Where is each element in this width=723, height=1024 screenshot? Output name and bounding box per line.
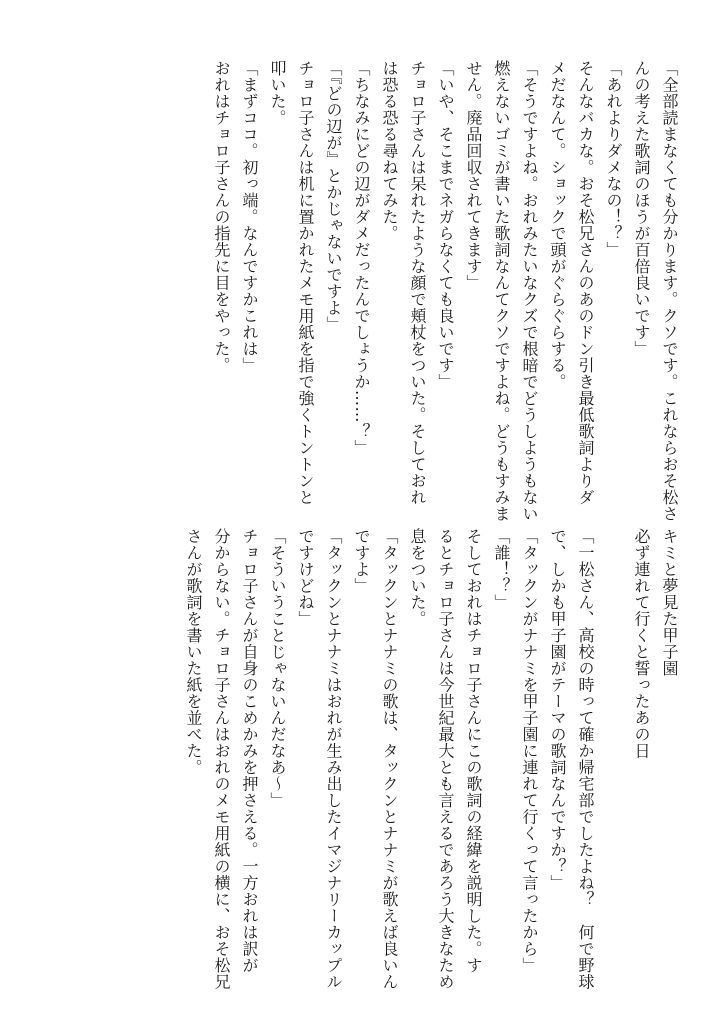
blank-line bbox=[599, 528, 627, 978]
text-line: 必ず連れて行くと誓ったあの日 bbox=[632, 528, 651, 759]
text-line: さんが歌詞を書いた紙を並べた。 bbox=[184, 528, 203, 776]
text-line: ですけどね」 bbox=[296, 528, 315, 627]
text-line: 「タックンがナナミを甲子園に連れて行くって言ったから」 bbox=[520, 528, 539, 974]
text-line: るとチョロ子さんは今世紀最大とも言えるであろう大きなため bbox=[436, 528, 455, 990]
text-line: 「一松さん、高校の時って確か帰宅部でしたよね？ 何で野球 bbox=[576, 528, 595, 990]
text-line: チョロ子さんが自身のこめかみを押さえる。一方おれは訳が bbox=[240, 528, 259, 974]
text-line: 「まずココ。初っ端。なんですかこれは」 bbox=[240, 60, 259, 374]
text-line: チョロ子さんは呆れたような顔で頬杖をついた。そしておれ bbox=[408, 60, 427, 506]
text-line: キミと夢見た甲子園 bbox=[660, 528, 679, 677]
text-line: 分からない。チョロ子さんはおれのメモ用紙の横に、おそ松兄 bbox=[212, 528, 231, 990]
text-line: 「あれよりダメなの！？」 bbox=[604, 60, 623, 258]
text-line: 燃えないゴミが書いた歌詞なんてクソですよね。どうもすみま bbox=[492, 60, 511, 522]
text-line: 「タックンとナナミはおれが生み出したイマジナリーカップル bbox=[324, 528, 343, 990]
text-line: 叩いた。 bbox=[268, 60, 287, 126]
text-line: んの考えた歌詞のほうが百倍良いです」 bbox=[632, 60, 651, 357]
text-line: 息をついた。 bbox=[408, 528, 427, 627]
text-line: 「ちなみにどの辺がダメだったんでしょうか……？」 bbox=[352, 60, 371, 456]
text-line: 「全部読まなくても分かります。クソです。これならおそ松さ bbox=[660, 60, 679, 522]
text-line: 「そういうことじゃないんだなあ〜」 bbox=[268, 528, 287, 809]
text-line: おれはチョロ子さんの指先に目をやった。 bbox=[212, 60, 231, 374]
text-line: で、しかも甲子園がテーマの歌詞なんですか？」 bbox=[548, 528, 567, 891]
text-line: 「いや、そこまでネガらなくても良いです」 bbox=[436, 60, 455, 390]
text-line: そしておれはチョロ子さんにこの歌詞の経緯を説明した。す bbox=[464, 528, 483, 974]
text-line: メだなんて。ショックで頭がぐらぐらする。 bbox=[548, 60, 567, 390]
text-line: は恐る恐る尋ねてみた。 bbox=[380, 60, 399, 242]
text-line: 「タックンとナナミの歌は、タックンとナナミが歌えば良いん bbox=[380, 528, 399, 990]
text-line: チョロ子さんは机に置かれたメモ用紙を指で強くトントンと bbox=[296, 60, 315, 506]
top-text-block bbox=[207, 60, 683, 522]
text-line: 「『どの辺が』とかじゃないですよ」 bbox=[324, 60, 343, 333]
text-line: せん。廃品回収されてきます」 bbox=[464, 60, 483, 291]
bottom-text-block bbox=[179, 528, 683, 990]
text-line: ですよ」 bbox=[352, 528, 371, 594]
text-line: そんなバカな。おそ松兄さんのあのドン引き最低歌詞よりダ bbox=[576, 60, 595, 506]
text-line: 「そうですよね。おれみたいなクズで根暗でどうしようもない bbox=[520, 60, 539, 522]
text-line: 「誰！？」 bbox=[492, 528, 511, 611]
